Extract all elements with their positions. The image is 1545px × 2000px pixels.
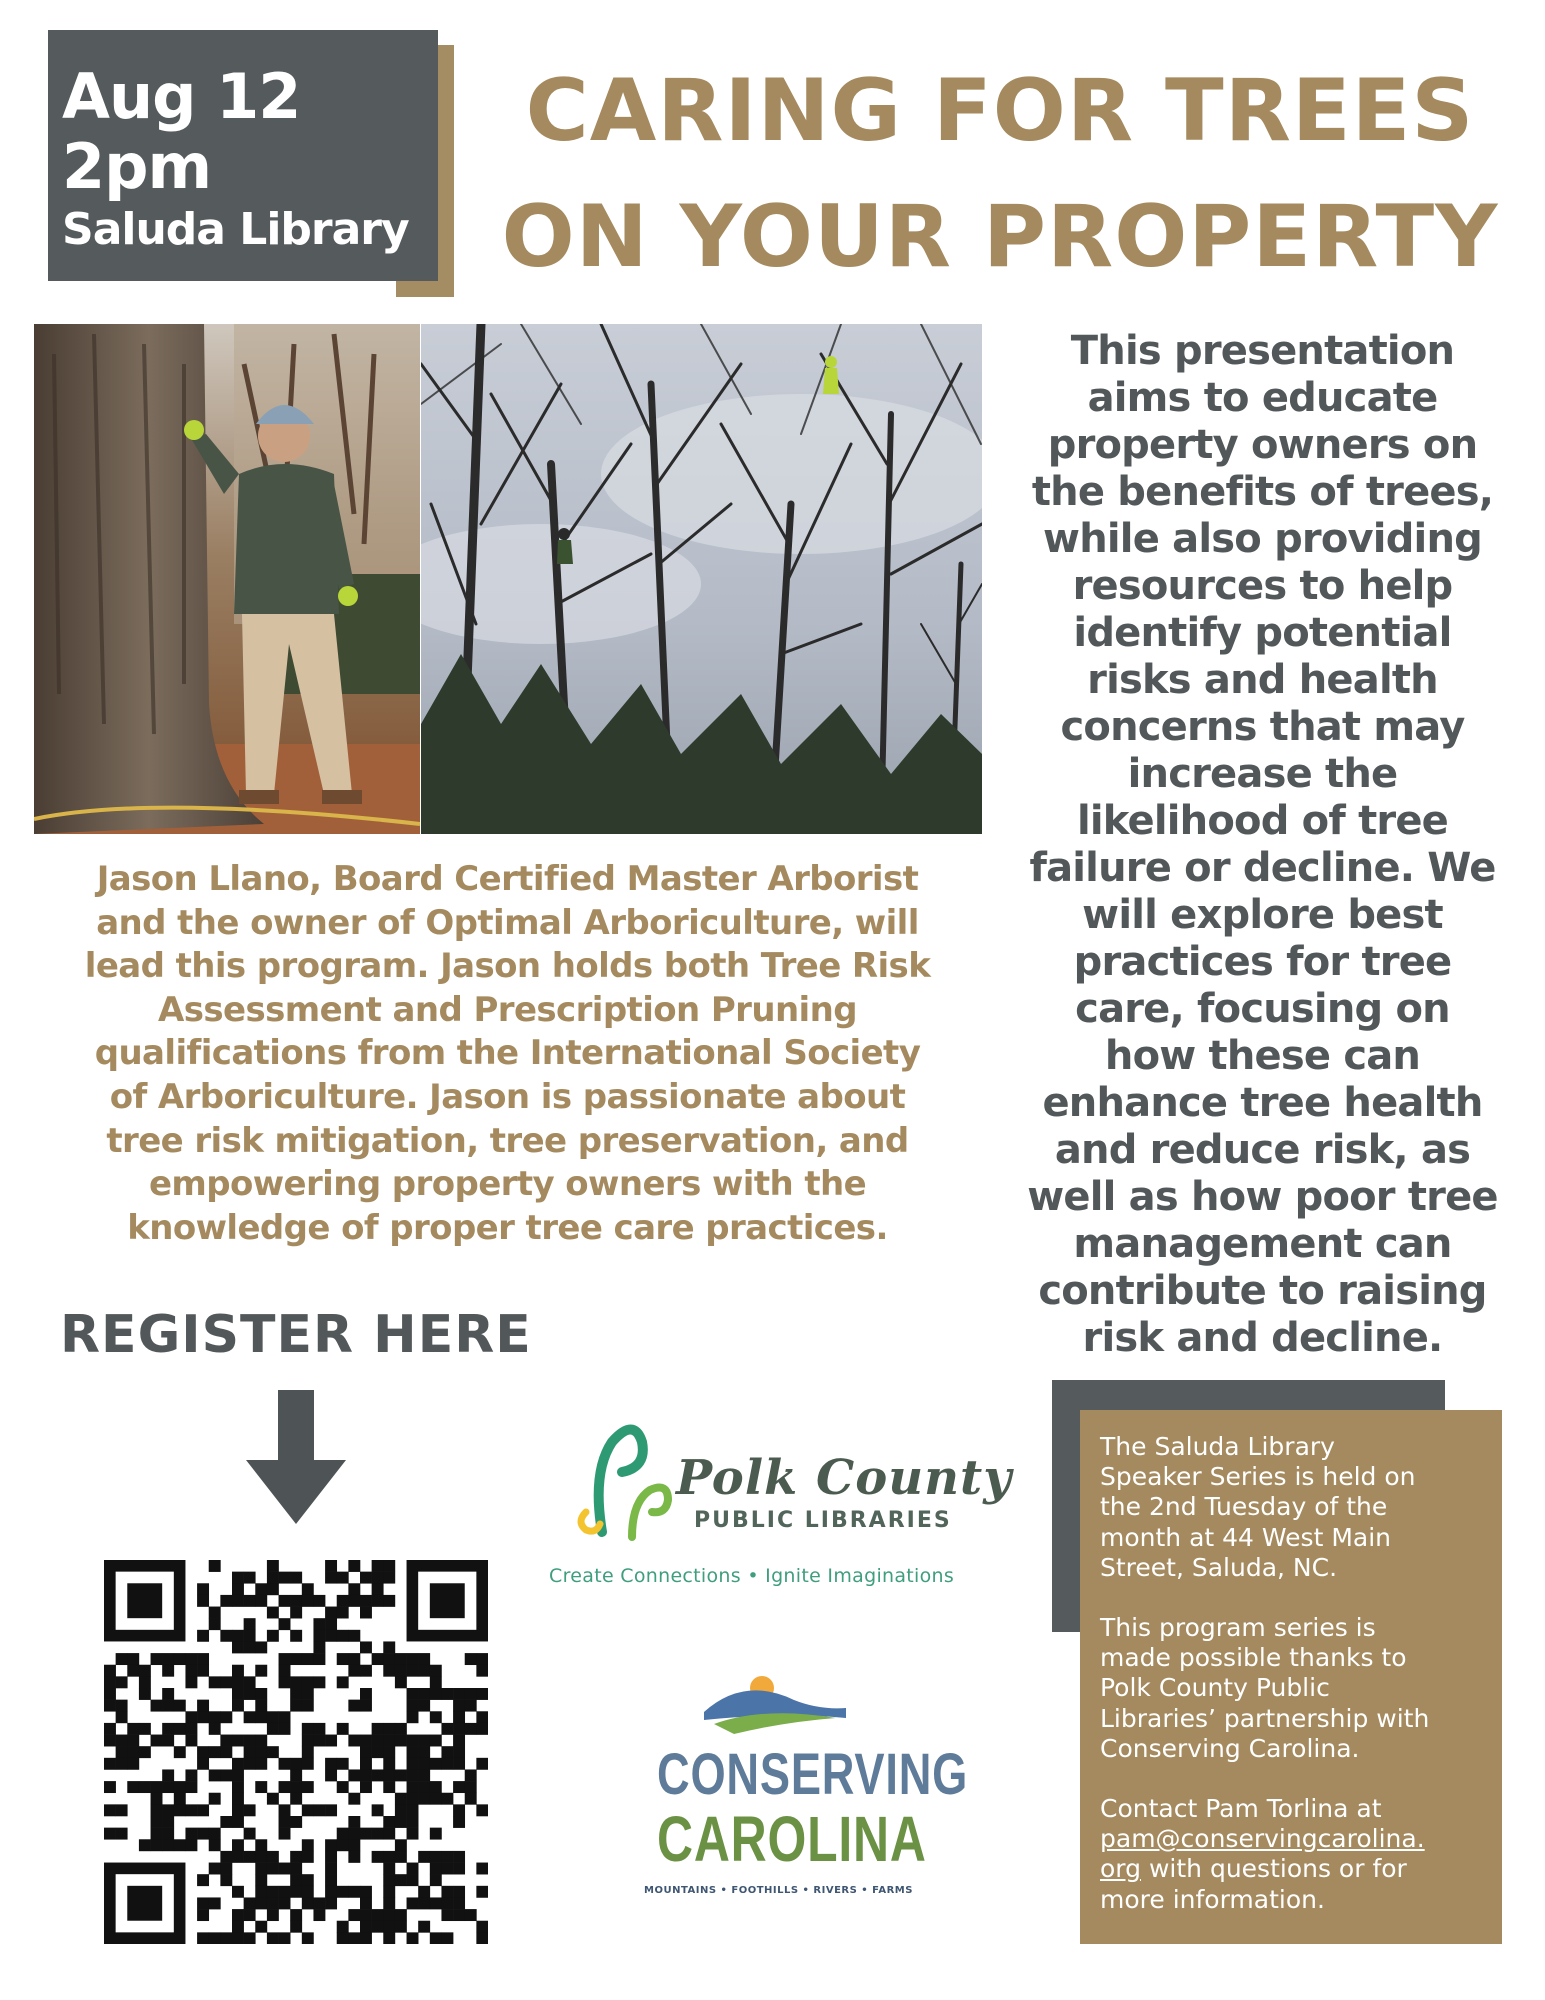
description-line: resources to help (1072, 563, 1453, 609)
partner-line: made possible thanks to (1100, 1643, 1407, 1673)
arrow-down-icon (246, 1390, 346, 1528)
bio-line: knowledge of proper tree care practices. (127, 1207, 888, 1248)
series-line: Street, Saluda, NC. (1100, 1552, 1338, 1582)
registration-qr-code[interactable] (104, 1560, 488, 1944)
description-line: will explore best (1082, 892, 1443, 938)
carolina-wordmark: CAROLINA (657, 1803, 927, 1875)
title-line-2: ON YOUR PROPERTY (501, 187, 1499, 287)
description-line: risks and health (1087, 657, 1438, 703)
register-heading: REGISTER HERE (60, 1305, 532, 1365)
contact-suffix-end: more information. (1100, 1884, 1325, 1914)
speaker-bio (40, 858, 975, 1250)
event-date-box (48, 30, 438, 281)
bio-line: Assessment and Prescription Pruning (158, 989, 857, 1030)
conserving-tagline: MOUNTAINS • FOOTHILLS • RIVERS • FARMS (644, 1885, 913, 1896)
bio-line: empowering property owners with the (148, 1164, 867, 1205)
contact-email-link-end[interactable]: org (1100, 1854, 1142, 1884)
arborist-photo (34, 324, 420, 834)
event-date: Aug 12 (62, 60, 301, 133)
tree-climbers-photo (421, 324, 982, 834)
partner-line: Conserving Carolina. (1100, 1733, 1360, 1763)
description-line: property owners on (1047, 422, 1478, 468)
partner-line: This program series is (1100, 1613, 1376, 1643)
bio-line: and the owner of Optimal Arboriculture, will (96, 902, 919, 943)
contact-paragraph (1100, 1794, 1484, 1915)
contact-email-link[interactable]: pam@conservingcarolina. (1100, 1824, 1425, 1854)
bio-line: tree risk mitigation, tree preservation, and (106, 1120, 909, 1161)
description-line: risk and decline. (1082, 1315, 1443, 1361)
description-line: identify potential (1073, 610, 1452, 656)
series-line: Speaker Series is held on (1100, 1462, 1416, 1492)
description-line: the benefits of trees, (1031, 469, 1494, 515)
description-line: practices for tree (1073, 939, 1452, 985)
partner-line: Polk County Public (1100, 1673, 1330, 1703)
polk-tagline: Create Connections • Ignite Imaginations (549, 1565, 955, 1587)
speaker-series-info (1080, 1410, 1502, 1944)
contact-suffix: with questions or for (1141, 1854, 1407, 1884)
contact-prefix: Contact Pam Torlina at (1100, 1794, 1382, 1824)
bio-line: qualifications from the International Society (94, 1033, 921, 1074)
page-title (470, 48, 1530, 300)
description-line: while also providing (1043, 516, 1482, 562)
description-line: care, focusing on (1075, 986, 1450, 1032)
description-line: increase the (1127, 751, 1398, 797)
polk-subtitle: PUBLIC LIBRARIES (694, 1508, 952, 1533)
description-line: well as how poor tree (1027, 1174, 1498, 1220)
description-line: how these can (1104, 1033, 1421, 1079)
partner-line: Libraries’ partnership with (1100, 1703, 1430, 1733)
description-line: management can (1073, 1221, 1452, 1267)
description-line: This presentation (1070, 328, 1455, 374)
event-location: Saluda Library (62, 204, 409, 255)
program-description (1000, 328, 1525, 1362)
series-line: the 2nd Tuesday of the (1100, 1492, 1388, 1522)
description-line: and reduce risk, as (1054, 1127, 1471, 1173)
conserving-carolina-mountain-icon (704, 1672, 846, 1738)
title-line-1: CARING FOR TREES (525, 61, 1475, 161)
conserving-wordmark: CONSERVING (657, 1742, 969, 1807)
bio-line: lead this program. Jason holds both Tree Risk (84, 946, 931, 987)
description-line: enhance tree health (1042, 1080, 1483, 1126)
partner-paragraph (1100, 1613, 1484, 1764)
description-line: aims to educate (1087, 375, 1438, 421)
polk-county-name: Polk County (676, 1450, 1013, 1506)
event-time: 2pm (62, 130, 212, 203)
description-line: concerns that may (1060, 704, 1465, 750)
description-line: contribute to raising (1038, 1268, 1487, 1314)
bio-line: Jason Llano, Board Certified Master Arborist (96, 859, 919, 899)
bio-line: of Arboriculture. Jason is passionate about (109, 1076, 906, 1117)
series-paragraph (1100, 1432, 1484, 1583)
series-line: The Saluda Library (1100, 1432, 1335, 1461)
description-line: failure or decline. We (1029, 845, 1496, 891)
series-line: month at 44 West Main (1100, 1522, 1392, 1552)
description-line: likelihood of tree (1076, 798, 1448, 844)
